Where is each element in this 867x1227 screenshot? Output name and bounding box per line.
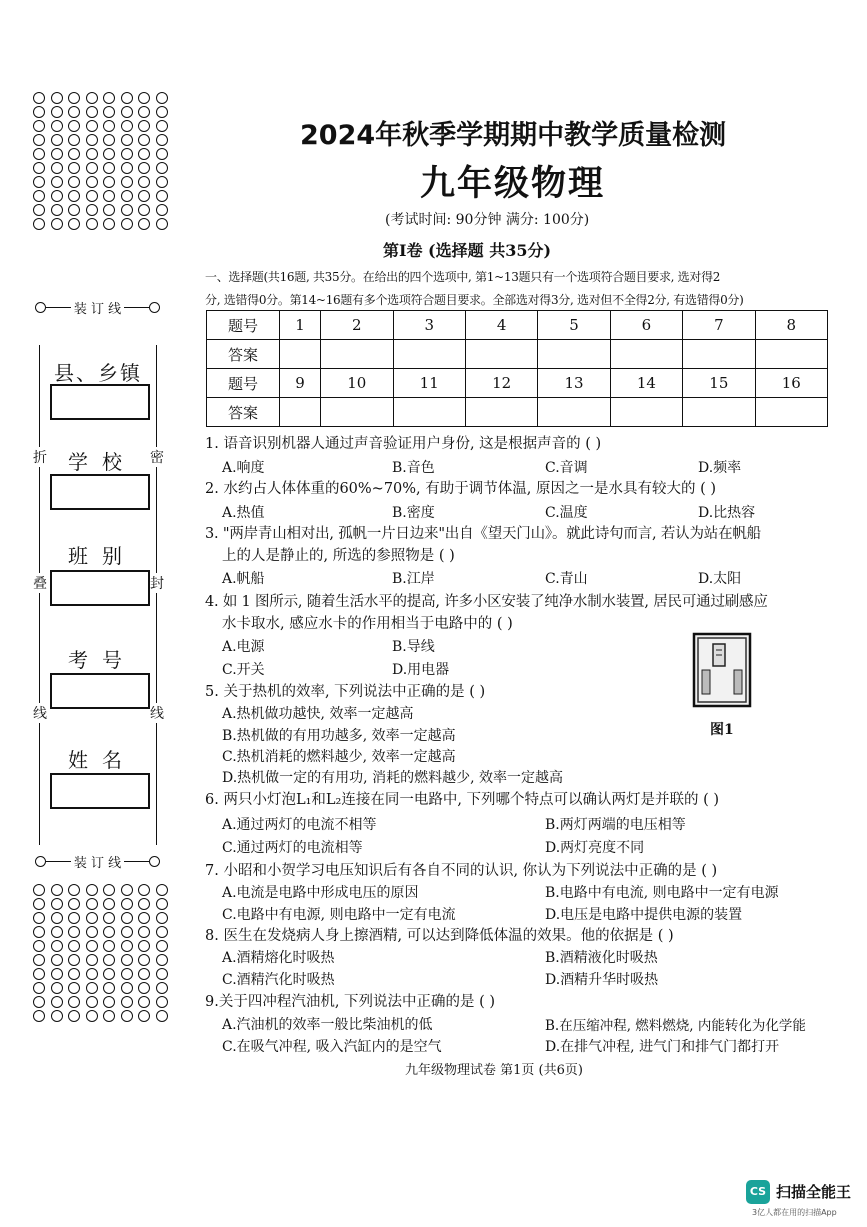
table-cell-number: 5 — [538, 311, 610, 340]
binding-hole-dot — [51, 134, 63, 146]
question-3-option-d[interactable]: D.太阳 — [698, 571, 742, 587]
field-label-exam-number: 考号 — [68, 648, 136, 672]
binding-line-bottom — [35, 852, 160, 871]
binding-hole-dot — [68, 982, 80, 994]
table-cell-number: 3 — [393, 311, 465, 340]
binding-hole-dot — [103, 1010, 115, 1022]
binding-hole-dot — [138, 996, 150, 1008]
table-cell-number: 12 — [465, 369, 537, 398]
binding-hole-dot — [86, 92, 98, 104]
binding-hole-dot — [103, 996, 115, 1008]
answer-cell[interactable] — [393, 398, 465, 427]
table-cell-number: 6 — [610, 311, 682, 340]
binding-hole-dot — [156, 884, 168, 896]
binding-hole-dot — [138, 204, 150, 216]
binding-vline-left — [39, 345, 40, 845]
binding-hole-dot — [103, 218, 115, 230]
table-row — [207, 340, 828, 369]
binding-hole-dot — [156, 148, 168, 160]
binding-vline-right — [156, 345, 157, 845]
binding-hole-dot — [103, 898, 115, 910]
question-9-option-a[interactable]: A.汽油机的效率一般比柴油机的低 — [222, 1017, 433, 1033]
question-6-option-c[interactable]: C.通过两灯的电流相等 — [222, 840, 363, 856]
binding-hole-dot — [68, 940, 80, 952]
binding-hole-dot — [33, 162, 45, 174]
answer-cell[interactable] — [610, 340, 682, 369]
binding-hole-dot — [68, 968, 80, 980]
binding-line-top-text: 装 订 线 — [73, 302, 122, 317]
question-3-option-c[interactable]: C.青山 — [545, 571, 588, 587]
binding-hole-dot — [156, 106, 168, 118]
binding-hole-dot — [33, 92, 45, 104]
binding-hole-dot — [33, 898, 45, 910]
table-label-answer: 答案 — [207, 398, 280, 427]
binding-hole-dot — [121, 940, 133, 952]
binding-hole-dot — [68, 912, 80, 924]
field-box-school[interactable] — [50, 474, 150, 510]
binding-hole-dot — [103, 120, 115, 132]
binding-hole-dot — [121, 92, 133, 104]
answer-cell[interactable] — [610, 398, 682, 427]
binding-hole-dot — [121, 106, 133, 118]
binding-hole-dot — [103, 204, 115, 216]
question-2-stem: 2. 水约占人体体重的60%~70%, 有助于调节体温, 原因之一是水具有较大的 ( ) — [205, 481, 717, 497]
binding-hole-dot — [86, 162, 98, 174]
binding-hole-dot — [121, 162, 133, 174]
answer-cell[interactable] — [538, 340, 610, 369]
binding-hole-dot — [103, 912, 115, 924]
binding-hole-dot — [103, 968, 115, 980]
question-4-option-b[interactable]: B.导线 — [392, 639, 435, 655]
binding-hole-dot — [103, 940, 115, 952]
binding-hole-dot — [68, 162, 80, 174]
binding-hole-dot — [51, 982, 63, 994]
binding-hole-dot — [156, 162, 168, 174]
question-2-option-c[interactable]: C.温度 — [545, 505, 588, 521]
binding-hole-dot — [138, 898, 150, 910]
question-7-option-b[interactable]: B.电路中有电流, 则电路中一定有电源 — [545, 885, 779, 901]
table-label-number: 题号 — [207, 311, 280, 340]
binding-hole-dot — [51, 954, 63, 966]
binding-hole-dot — [51, 898, 63, 910]
binding-hole-dot — [51, 106, 63, 118]
side-char-right-3: 线 — [150, 703, 164, 723]
question-1-option-d[interactable]: D.频率 — [698, 460, 742, 476]
table-cell-number: 9 — [280, 369, 321, 398]
binding-hole-dot — [121, 120, 133, 132]
binding-hole-dot — [156, 954, 168, 966]
scanner-watermark — [746, 1178, 862, 1220]
table-cell-number: 16 — [755, 369, 827, 398]
binding-hole-dot — [138, 926, 150, 938]
question-9-option-b[interactable]: B.在压缩冲程, 燃料燃烧, 内能转化为化学能 — [545, 1018, 806, 1034]
question-1-option-c[interactable]: C.音调 — [545, 460, 588, 476]
binding-hole-dot — [68, 884, 80, 896]
question-9-option-c[interactable]: C.在吸气冲程, 吸入汽缸内的是空气 — [222, 1039, 442, 1055]
binding-hole-dot — [103, 148, 115, 160]
instructions-line-2: 分, 选错得0分。第14~16题有多个选项符合题目要求。全部选对得3分, 选对但不全得2分, 有选错得0分) — [205, 293, 744, 307]
exam-title: 2024年秋季学期期中教学质量检测 — [300, 120, 727, 151]
binding-hole-dot — [51, 92, 63, 104]
binding-hole-dot — [103, 954, 115, 966]
answer-cell[interactable] — [393, 340, 465, 369]
field-box-county[interactable] — [50, 384, 150, 420]
field-box-exam-number[interactable] — [50, 673, 150, 709]
scanner-watermark-title: 扫描全能王 — [776, 1183, 852, 1201]
binding-hole-dot — [138, 940, 150, 952]
table-row — [207, 398, 828, 427]
binding-hole-dot — [51, 912, 63, 924]
binding-hole-dot — [121, 218, 133, 230]
figure-1-caption: 图1 — [710, 722, 734, 738]
binding-dots-bottom — [33, 884, 171, 1022]
table-row — [207, 311, 828, 340]
binding-hole-dot — [156, 898, 168, 910]
question-5-option-a[interactable]: A.热机做功越快, 效率一定越高 — [222, 706, 414, 722]
instructions-line-1: 一、选择题(共16题, 共35分。在给出的四个选项中, 第1~13题只有一个选项符合题目要求, 选对得2 — [205, 270, 721, 284]
binding-hole-dot — [103, 190, 115, 202]
binding-hole-dot — [68, 148, 80, 160]
binding-hole-dot — [156, 926, 168, 938]
binding-hole-dot — [138, 982, 150, 994]
side-char-right-2: 封 — [150, 573, 164, 593]
binding-hole-dot — [138, 134, 150, 146]
binding-hole-dot — [156, 120, 168, 132]
question-7-option-a[interactable]: A.电流是电路中形成电压的原因 — [222, 885, 419, 901]
binding-hole-dot — [86, 912, 98, 924]
question-3-stem-line-2: 上的人是静止的, 所选的参照物是 ( ) — [222, 548, 455, 564]
question-3-option-a[interactable]: A.帆船 — [222, 571, 265, 587]
binding-hole-dot — [68, 92, 80, 104]
field-box-class[interactable] — [50, 570, 150, 606]
binding-hole-dot — [68, 120, 80, 132]
question-7-option-d[interactable]: D.电压是电路中提供电源的装置 — [545, 907, 743, 923]
binding-hole-dot — [156, 134, 168, 146]
table-row — [207, 369, 828, 398]
binding-hole-dot — [51, 940, 63, 952]
binding-hole-dot — [51, 968, 63, 980]
answer-cell[interactable] — [683, 398, 755, 427]
binding-hole-dot — [103, 92, 115, 104]
binding-hole-dot — [86, 106, 98, 118]
binding-hole-dot — [33, 884, 45, 896]
binding-hole-dot — [86, 996, 98, 1008]
binding-hole-dot — [156, 982, 168, 994]
table-cell-number: 1 — [280, 311, 321, 340]
binding-hole-dot — [138, 162, 150, 174]
binding-hole-dot — [33, 176, 45, 188]
question-4-option-c[interactable]: C.开关 — [222, 662, 265, 678]
binding-hole-dot — [68, 218, 80, 230]
answer-cell[interactable] — [465, 340, 537, 369]
binding-hole-dot — [68, 1010, 80, 1022]
question-8-option-b[interactable]: B.酒精液化时吸热 — [545, 950, 658, 966]
side-char-right-1: 密 — [150, 447, 164, 467]
table-cell-number: 4 — [465, 311, 537, 340]
binding-hole-dot — [121, 884, 133, 896]
binding-hole-dot — [33, 218, 45, 230]
table-cell-number: 8 — [755, 311, 827, 340]
binding-hole-dot — [138, 92, 150, 104]
question-3-stem-line-1: 3. "两岸青山相对出, 孤帆一片日边来"出自《望天门山》。就此诗句而言, 若认为站在帆船 — [205, 526, 761, 542]
binding-hole-dot — [138, 968, 150, 980]
exam-info: (考试时间: 90分钟 满分: 100分) — [385, 212, 590, 228]
side-char-left-3: 线 — [33, 703, 47, 723]
binding-hole-dot — [138, 884, 150, 896]
binding-hole-dot — [86, 218, 98, 230]
question-6-option-d[interactable]: D.两灯亮度不同 — [545, 840, 645, 856]
binding-hole-dot — [86, 148, 98, 160]
binding-hole-dot — [68, 176, 80, 188]
question-4-option-a[interactable]: A.电源 — [222, 639, 265, 655]
side-char-left-1: 折 — [33, 447, 47, 467]
answer-cell[interactable] — [321, 340, 393, 369]
scanner-logo-icon: CS — [746, 1180, 770, 1204]
binding-hole-dot — [156, 190, 168, 202]
binding-hole-dot — [86, 982, 98, 994]
answer-cell[interactable] — [321, 398, 393, 427]
question-1-option-a[interactable]: A.响度 — [222, 460, 265, 476]
answer-cell[interactable] — [755, 398, 827, 427]
binding-hole-dot — [33, 190, 45, 202]
binding-hole-dot — [51, 884, 63, 896]
binding-hole-dot — [103, 884, 115, 896]
answer-cell[interactable] — [755, 340, 827, 369]
question-3-option-b[interactable]: B.江岸 — [392, 571, 435, 587]
binding-hole-dot — [51, 218, 63, 230]
table-label-number: 题号 — [207, 369, 280, 398]
binding-hole-dot — [86, 1010, 98, 1022]
binding-hole-dot — [51, 176, 63, 188]
question-4-stem-line-2: 水卡取水, 感应水卡的作用相当于电路中的 ( ) — [222, 616, 513, 632]
binding-hole-dot — [33, 996, 45, 1008]
question-8-option-a[interactable]: A.酒精熔化时吸热 — [222, 950, 335, 966]
binding-line-top — [35, 298, 160, 317]
binding-hole-dot — [138, 148, 150, 160]
field-label-name: 姓名 — [68, 748, 136, 772]
side-char-left-2: 叠 — [33, 573, 47, 593]
scanner-watermark-subtitle: 3亿人都在用的扫描App — [752, 1208, 837, 1217]
field-label-school: 学校 — [68, 450, 136, 474]
binding-hole-dot — [121, 926, 133, 938]
binding-hole-dot — [121, 134, 133, 146]
binding-hole-dot — [51, 204, 63, 216]
table-label-answer: 答案 — [207, 340, 280, 369]
binding-hole-dot — [51, 926, 63, 938]
table-cell-number: 15 — [683, 369, 755, 398]
answer-cell[interactable] — [280, 398, 321, 427]
binding-hole-dot — [86, 954, 98, 966]
binding-hole-dot — [121, 190, 133, 202]
answer-cell[interactable] — [280, 340, 321, 369]
question-2-option-a[interactable]: A.热值 — [222, 505, 265, 521]
binding-hole-dot — [121, 996, 133, 1008]
binding-hole-dot — [33, 106, 45, 118]
binding-hole-dot — [68, 996, 80, 1008]
field-box-name[interactable] — [50, 773, 150, 809]
binding-hole-dot — [68, 926, 80, 938]
binding-hole-dot — [86, 940, 98, 952]
binding-hole-dot — [68, 898, 80, 910]
binding-hole-dot — [33, 968, 45, 980]
binding-hole-dot — [138, 954, 150, 966]
binding-hole-dot — [156, 968, 168, 980]
binding-hole-dot — [121, 954, 133, 966]
binding-hole-dot — [103, 162, 115, 174]
binding-hole-dot — [121, 968, 133, 980]
question-9-stem: 9.关于四冲程汽油机, 下列说法中正确的是 ( ) — [205, 994, 496, 1010]
question-6-stem: 6. 两只小灯泡L₁和L₂连接在同一电路中, 下列哪个特点可以确认两灯是并联的 ( ) — [205, 792, 720, 808]
binding-hole-dot — [51, 120, 63, 132]
binding-hole-dot — [33, 982, 45, 994]
question-7-stem: 7. 小昭和小贺学习电压知识后有各自不同的认识, 你认为下列说法中正确的是 ( ) — [205, 863, 718, 879]
binding-hole-dot — [103, 176, 115, 188]
question-2-option-d[interactable]: D.比热容 — [698, 505, 756, 521]
binding-hole-dot — [156, 1010, 168, 1022]
binding-hole-dot — [156, 940, 168, 952]
table-cell-number: 7 — [683, 311, 755, 340]
binding-hole-dot — [138, 190, 150, 202]
question-2-option-b[interactable]: B.密度 — [392, 505, 435, 521]
question-8-option-d[interactable]: D.酒精升华时吸热 — [545, 972, 659, 988]
binding-hole-dot — [121, 176, 133, 188]
binding-hole-dot — [138, 120, 150, 132]
binding-hole-dot — [138, 176, 150, 188]
table-cell-number: 13 — [538, 369, 610, 398]
binding-hole-dot — [33, 204, 45, 216]
binding-hole-dot — [103, 982, 115, 994]
binding-hole-dot — [138, 218, 150, 230]
binding-dots-top — [33, 92, 171, 230]
binding-hole-dot — [51, 148, 63, 160]
binding-hole-dot — [103, 134, 115, 146]
binding-hole-dot — [68, 190, 80, 202]
binding-hole-dot — [68, 954, 80, 966]
field-label-class: 班别 — [68, 544, 136, 568]
binding-hole-dot — [121, 148, 133, 160]
answer-cell[interactable] — [538, 398, 610, 427]
binding-hole-dot — [138, 912, 150, 924]
question-8-option-c[interactable]: C.酒精汽化时吸热 — [222, 972, 335, 988]
question-5-stem: 5. 关于热机的效率, 下列说法中正确的是 ( ) — [205, 684, 486, 700]
question-4-stem-line-1: 4. 如 1 图所示, 随着生活水平的提高, 许多小区安装了纯净水制水装置, 居民可通过刷感应 — [205, 594, 768, 610]
binding-hole-dot — [86, 190, 98, 202]
binding-hole-dot — [51, 1010, 63, 1022]
question-6-option-a[interactable]: A.通过两灯的电流不相等 — [222, 817, 377, 833]
binding-hole-dot — [33, 926, 45, 938]
question-5-option-d[interactable]: D.热机做一定的有用功, 消耗的燃料越少, 效率一定越高 — [222, 770, 563, 786]
binding-hole-dot — [33, 1010, 45, 1022]
page-footer: 九年级物理试卷 第1页 (共6页) — [405, 1063, 583, 1078]
question-1-stem: 1. 语音识别机器人通过声音验证用户身份, 这是根据声音的 ( ) — [205, 436, 602, 452]
question-7-option-c[interactable]: C.电路中有电源, 则电路中一定有电流 — [222, 907, 456, 923]
binding-hole-dot — [86, 926, 98, 938]
binding-hole-dot — [103, 926, 115, 938]
binding-hole-dot — [138, 1010, 150, 1022]
binding-hole-dot — [86, 204, 98, 216]
binding-hole-dot — [121, 204, 133, 216]
binding-hole-dot — [86, 884, 98, 896]
answer-cell[interactable] — [465, 398, 537, 427]
binding-hole-dot — [86, 120, 98, 132]
binding-hole-dot — [68, 204, 80, 216]
binding-line-bottom-text: 装 订 线 — [73, 856, 122, 871]
binding-hole-dot — [33, 148, 45, 160]
binding-hole-dot — [156, 176, 168, 188]
table-cell-number: 11 — [393, 369, 465, 398]
answer-table — [206, 310, 828, 427]
question-1-option-b[interactable]: B.音色 — [392, 460, 435, 476]
binding-hole-dot — [156, 996, 168, 1008]
binding-hole-dot — [103, 106, 115, 118]
question-8-stem: 8. 医生在发烧病人身上擦酒精, 可以达到降低体温的效果。他的依据是 ( ) — [205, 928, 674, 944]
binding-hole-dot — [33, 134, 45, 146]
question-5-option-b[interactable]: B.热机做的有用功越多, 效率一定越高 — [222, 728, 456, 744]
binding-hole-dot — [86, 134, 98, 146]
binding-hole-dot — [121, 912, 133, 924]
table-cell-number: 14 — [610, 369, 682, 398]
answer-cell[interactable] — [683, 340, 755, 369]
binding-hole-dot — [156, 218, 168, 230]
figure-1-water-dispenser — [688, 630, 760, 712]
subject-title: 九年级物理 — [420, 163, 606, 204]
binding-hole-dot — [33, 120, 45, 132]
binding-hole-dot — [156, 912, 168, 924]
binding-hole-dot — [33, 912, 45, 924]
binding-hole-dot — [51, 190, 63, 202]
binding-hole-dot — [156, 92, 168, 104]
question-4-option-d[interactable]: D.用电器 — [392, 662, 450, 678]
binding-hole-dot — [68, 134, 80, 146]
table-cell-number: 10 — [321, 369, 393, 398]
binding-hole-dot — [33, 954, 45, 966]
binding-hole-dot — [138, 106, 150, 118]
binding-hole-dot — [33, 940, 45, 952]
binding-hole-dot — [121, 1010, 133, 1022]
question-6-option-b[interactable]: B.两灯两端的电压相等 — [545, 817, 686, 833]
section-title: 第Ⅰ卷 (选择题 共35分) — [383, 241, 552, 260]
binding-hole-dot — [156, 204, 168, 216]
binding-hole-dot — [68, 106, 80, 118]
question-5-option-c[interactable]: C.热机消耗的燃料越少, 效率一定越高 — [222, 749, 456, 765]
binding-hole-dot — [121, 898, 133, 910]
binding-hole-dot — [86, 968, 98, 980]
field-label-county: 县、乡镇 — [54, 361, 142, 385]
binding-hole-dot — [51, 996, 63, 1008]
binding-hole-dot — [86, 176, 98, 188]
binding-hole-dot — [86, 898, 98, 910]
table-cell-number: 2 — [321, 311, 393, 340]
binding-hole-dot — [51, 162, 63, 174]
binding-hole-dot — [121, 982, 133, 994]
question-9-option-d[interactable]: D.在排气冲程, 进气门和排气门都打开 — [545, 1039, 780, 1055]
